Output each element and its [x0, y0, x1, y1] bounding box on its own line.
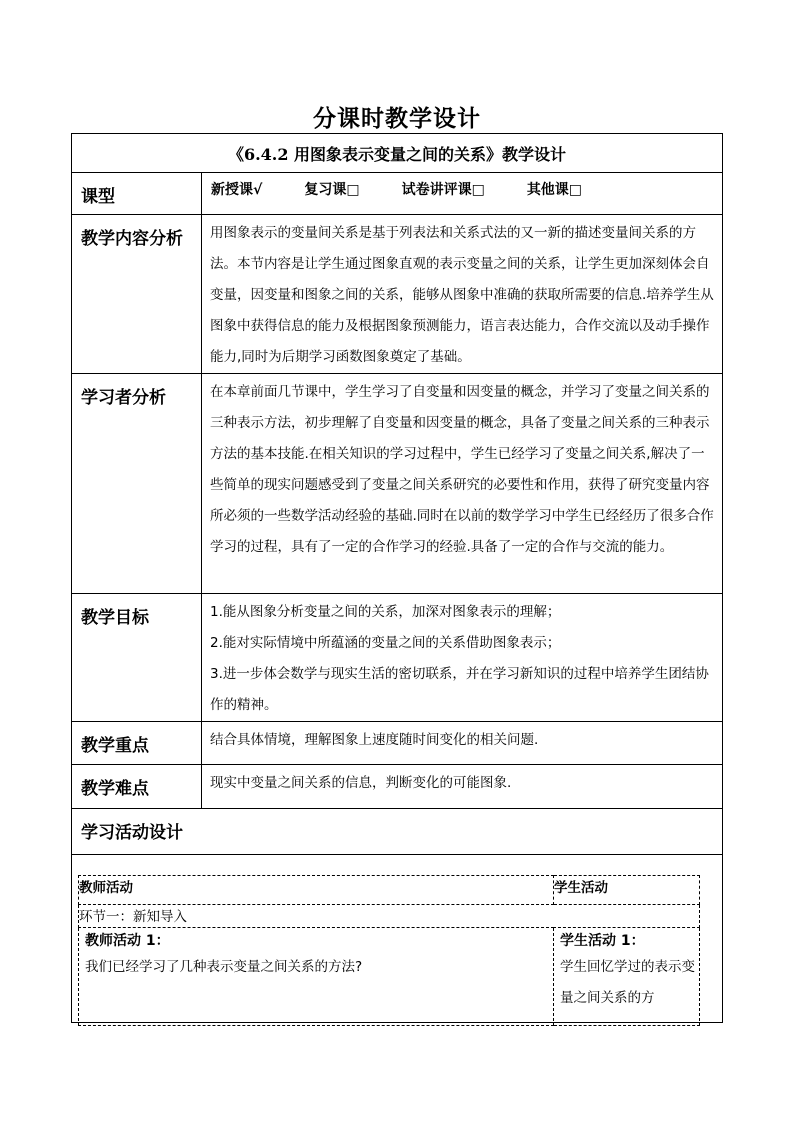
- activity-design-label: 学习活动设计: [72, 809, 723, 855]
- student-activity-header: 学生活动: [554, 876, 700, 905]
- teacher-activity-text: 我们已经学习了几种表示变量之间关系的方法?: [85, 959, 363, 975]
- difficulties-label: 教学难点: [72, 765, 202, 809]
- student-activity-title: 学生活动 1：: [560, 933, 645, 949]
- lesson-design-table: [71, 133, 723, 1023]
- course-type-option: 其他课□: [526, 182, 583, 198]
- course-type-option: 新授课√: [211, 182, 263, 198]
- student-activity-text: 学生回忆学过的表示变量之间关系的方: [560, 959, 695, 1006]
- key-points-text: 结合具体情境，理解图象上速度随时间变化的相关问题.: [202, 722, 723, 765]
- content-analysis-text: 用图象表示的变量间关系是基于列表法和关系式法的又一新的描述变量间关系的方法。本节内容是让学生通过图象直观的表示变量之间的关系，让学生更加深刻体会自变量，因变量和图象之间的关系，能够从图象中准确的获取所需要的信息.培养学生从图象中获得信息的能力及根据图象预测能力，语言表达能力，合作交流以及动手操作能力,同时为后期学习函数图象奠定了基础。: [202, 215, 723, 374]
- course-type-option: 试卷讲评课□: [401, 182, 485, 198]
- activity-table: [78, 875, 700, 1026]
- student-activity: [554, 928, 700, 1026]
- objective-item: 3.进一步体会数学与现实生活的密切联系，并在学习新知识的过程中培养学生团结协作的精神。: [210, 666, 709, 713]
- teacher-activity: [79, 928, 554, 1026]
- activity-design-cell: [72, 855, 723, 1023]
- content-analysis-label: 教学内容分析: [72, 215, 202, 374]
- teacher-activity-header: 教师活动: [79, 876, 554, 905]
- teacher-activity-title: 教师活动 1：: [85, 933, 170, 949]
- stage-label: 环节一：新知导入: [79, 905, 700, 928]
- key-points-label: 教学重点: [72, 722, 202, 765]
- course-type-options: [202, 173, 723, 215]
- objective-item: 2.能对实际情境中所蕴涵的变量之间的关系借助图象表示；: [210, 635, 561, 651]
- objectives-label: 教学目标: [72, 594, 202, 722]
- learner-analysis-label: 学习者分析: [72, 374, 202, 594]
- learner-analysis-text: 在本章前面几节课中，学生学习了自变量和因变量的概念，并学习了变量之间关系的三种表示方法，初步理解了自变量和因变量的概念，具备了变量之间关系的三种表示方法的基本技能.在相关知识的学习过程中，学生已经学习了变量之间关系,解决了一些简单的现实问题感受到了变量之间关系研究的必要性和作用，获得了研究变量内容所必须的一些数学活动经验的基础.同时在以前的数学学习中学生已经经历了很多合作学习的过程，具有了一定的合作学习的经验.具备了一定的合作与交流的能力。: [202, 374, 723, 594]
- objective-item: 1.能从图象分析变量之间的关系，加深对图象表示的理解；: [210, 604, 561, 620]
- objectives-list: [202, 594, 723, 722]
- lesson-title: 《6.4.2 用图象表示变量之间的关系》教学设计: [72, 134, 723, 173]
- course-type-option: 复习课□: [304, 182, 360, 198]
- difficulties-text: 现实中变量之间关系的信息，判断变化的可能图象.: [202, 765, 723, 809]
- course-type-label: 课型: [72, 173, 202, 215]
- page-title: 分课时教学设计: [313, 105, 481, 132]
